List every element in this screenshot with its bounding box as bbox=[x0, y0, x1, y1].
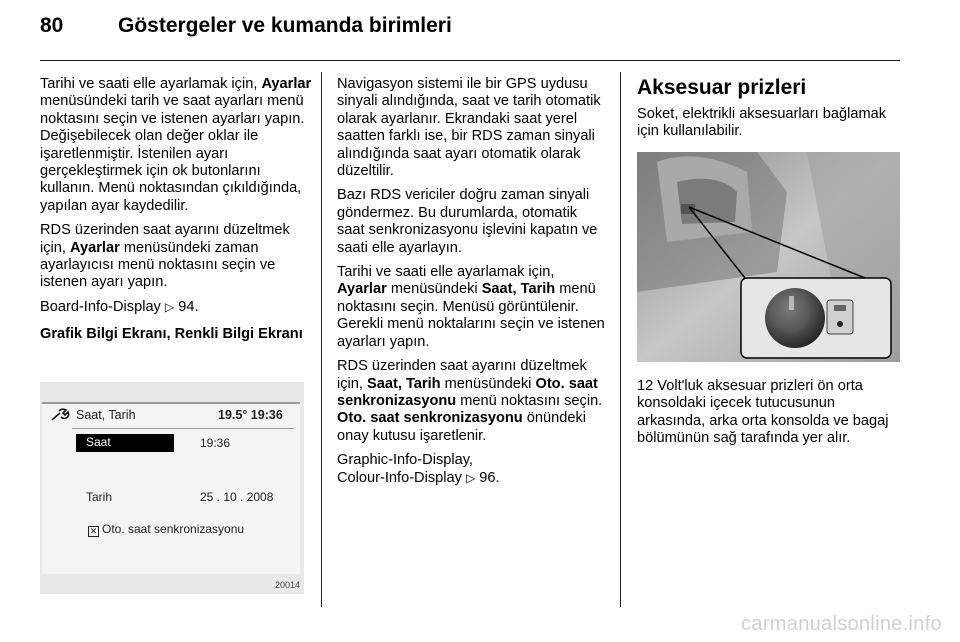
paragraph: RDS üzerinden saat ayarını düzeltmek için, Ayarlar menüsündeki zaman ayarlayıcısı menü noktasını seçin ve istenen ayarı yapın. bbox=[40, 222, 290, 291]
header-rule bbox=[40, 60, 900, 61]
paragraph: 12 Volt'luk aksesuar prizleri ön orta konsoldaki içecek tutucusunun arkasında, arka orta konsolda ve bagaj bölümünün sağ tarafında yer alır. bbox=[637, 378, 889, 447]
display-checkbox-row[interactable]: ✕ Oto. saat senkronizasyonu bbox=[89, 522, 245, 536]
paragraph: Navigasyon sistemi ile bir GPS uydusu sinyali alındığında, saat ve tarih otomatik olarak ayarlanır. Ekrandaki saat yerel saatten farklı ise, bir RDS zaman sinyali alındığında saat ayarı otomatik olarak düzeltilir. bbox=[337, 76, 601, 180]
paragraph: Board-Info-Display ▷ 94. bbox=[40, 298, 199, 315]
paragraph: Soket, elektrikli aksesuarları bağlamak için kullanılabilir. bbox=[637, 106, 887, 140]
page-title: Göstergeler ve kumanda birimleri bbox=[118, 14, 452, 37]
display-row-selected[interactable]: Saat bbox=[76, 434, 174, 452]
column-2 bbox=[337, 76, 607, 494]
display-divider bbox=[72, 428, 294, 429]
paragraph: Tarihi ve saati elle ayarlamak için, Ayarlar menüsündeki tarih ve saat ayarları menü noktasını seçin ve istenen ayarları yapın. Değişebilecek olan değer oklar ile işaretlenmiştir. İstenilen ayarı gerçekleştirmek için ok butonlarını kullanın. Menü noktasından çıkıldığında, yapılan ayar kaydedilir. bbox=[40, 76, 312, 214]
watermark: carmanualsonline.info bbox=[741, 613, 942, 635]
column-separator bbox=[620, 72, 621, 607]
display-title: Saat, Tarih bbox=[76, 408, 136, 422]
section-heading: Aksesuar prizleri bbox=[637, 76, 807, 99]
image-number: 20014 bbox=[274, 580, 300, 590]
column-3-caption bbox=[637, 378, 905, 455]
info-display-screenshot bbox=[40, 382, 304, 594]
display-date-value: 25 . 10 . 2008 bbox=[200, 490, 274, 504]
display-time-value: 19:36 bbox=[200, 436, 231, 450]
wrench-icon bbox=[50, 408, 70, 422]
checkbox-checked-icon[interactable]: ✕ bbox=[89, 526, 98, 536]
accessory-socket-photo bbox=[637, 152, 900, 362]
paragraph: Graphic-Info-Display, Colour-Info-Display ▷ 96. bbox=[337, 452, 500, 486]
paragraph: Tarihi ve saati elle ayarlamak için, Ayarlar menüsündeki Saat, Tarih menü noktasını seçin. Menüsü görüntülenir. Gerekli menü noktalarını seçin ve istenen ayarları yapın. bbox=[337, 264, 605, 350]
page-number: 80 bbox=[40, 14, 64, 37]
column-separator bbox=[321, 72, 322, 607]
subheading: Grafik Bilgi Ekranı, Renkli Bilgi Ekranı bbox=[40, 326, 303, 343]
column-1 bbox=[40, 76, 312, 351]
display-date-label: Tarih bbox=[86, 490, 113, 504]
display-temp-time: 19.5° 19:36 bbox=[218, 408, 283, 422]
reference-arrow-icon: ▷ bbox=[164, 299, 175, 314]
reference-arrow-icon: ▷ bbox=[465, 470, 476, 485]
column-3 bbox=[637, 76, 905, 148]
paragraph: Bazı RDS vericiler doğru zaman sinyali göndermez. Bu durumlarda, otomatik saat senkronizasyonu işlevini kapatın ve saati elle ayarlayın. bbox=[337, 187, 598, 256]
paragraph: RDS üzerinden saat ayarını düzeltmek için, Saat, Tarih menüsündeki Oto. saat senkronizasyonu menü noktasını seçin. Oto. saat senkronizasyonu önündeki onay kutusu işaretlenir. bbox=[337, 358, 603, 444]
display-screen bbox=[42, 402, 300, 574]
